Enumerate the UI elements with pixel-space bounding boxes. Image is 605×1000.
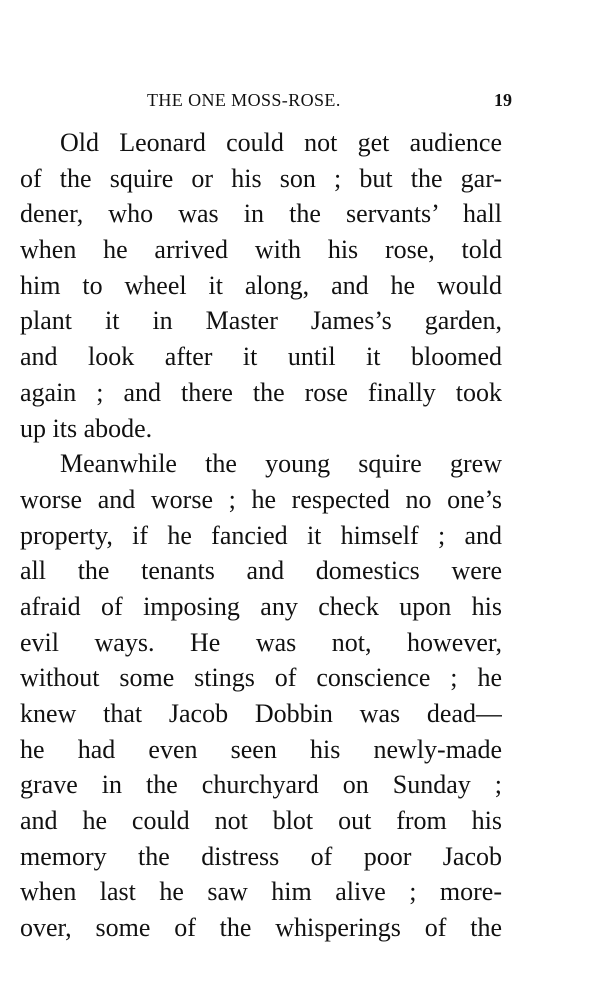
- text-line: plant it in Master James’s garden,: [20, 306, 502, 336]
- text-line: grave in the churchyard on Sunday ;: [20, 770, 502, 800]
- text-line: and look after it until it bloomed: [20, 342, 502, 372]
- text-line: dener, who was in the servants’ hall: [20, 199, 502, 229]
- body-text: [20, 125, 502, 946]
- text-line: without some stings of conscience ; he: [20, 663, 502, 693]
- text-line: worse and worse ; he respected no one’s: [20, 484, 502, 514]
- text-line: knew that Jacob Dobbin was dead—: [20, 699, 502, 728]
- text-line: afraid of imposing any check upon his: [20, 591, 502, 621]
- text-line: memory the distress of poor Jacob: [20, 841, 502, 871]
- text-line: Old Leonard could not get audience: [60, 128, 502, 157]
- text-line: over, some of the whisperings of the: [20, 913, 502, 943]
- paragraph: [20, 446, 502, 946]
- text-line: and he could not blot out from his: [20, 806, 502, 836]
- text-line: of the squire or his son ; but the gar-: [20, 163, 502, 193]
- text-line: again ; and there the rose finally took: [20, 377, 502, 407]
- page-number: 19: [494, 90, 512, 110]
- text-line: evil ways. He was not, however,: [20, 627, 502, 657]
- text-line: when he arrived with his rose, told: [20, 235, 502, 265]
- text-line: when last he saw him alive ; more-: [20, 877, 502, 907]
- text-line: he had even seen his newly-made: [20, 734, 502, 764]
- running-head: [20, 90, 512, 114]
- running-title: THE ONE MOSS-ROSE.: [147, 90, 341, 110]
- text-line: property, if he fancied it himself ; and: [20, 520, 502, 550]
- paragraph: [20, 125, 502, 446]
- text-line: him to wheel it along, and he would: [20, 270, 502, 300]
- text-line: all the tenants and domestics were: [20, 556, 502, 586]
- text-line: Meanwhile the young squire grew: [60, 449, 502, 479]
- text-line: up its abode.: [20, 413, 153, 443]
